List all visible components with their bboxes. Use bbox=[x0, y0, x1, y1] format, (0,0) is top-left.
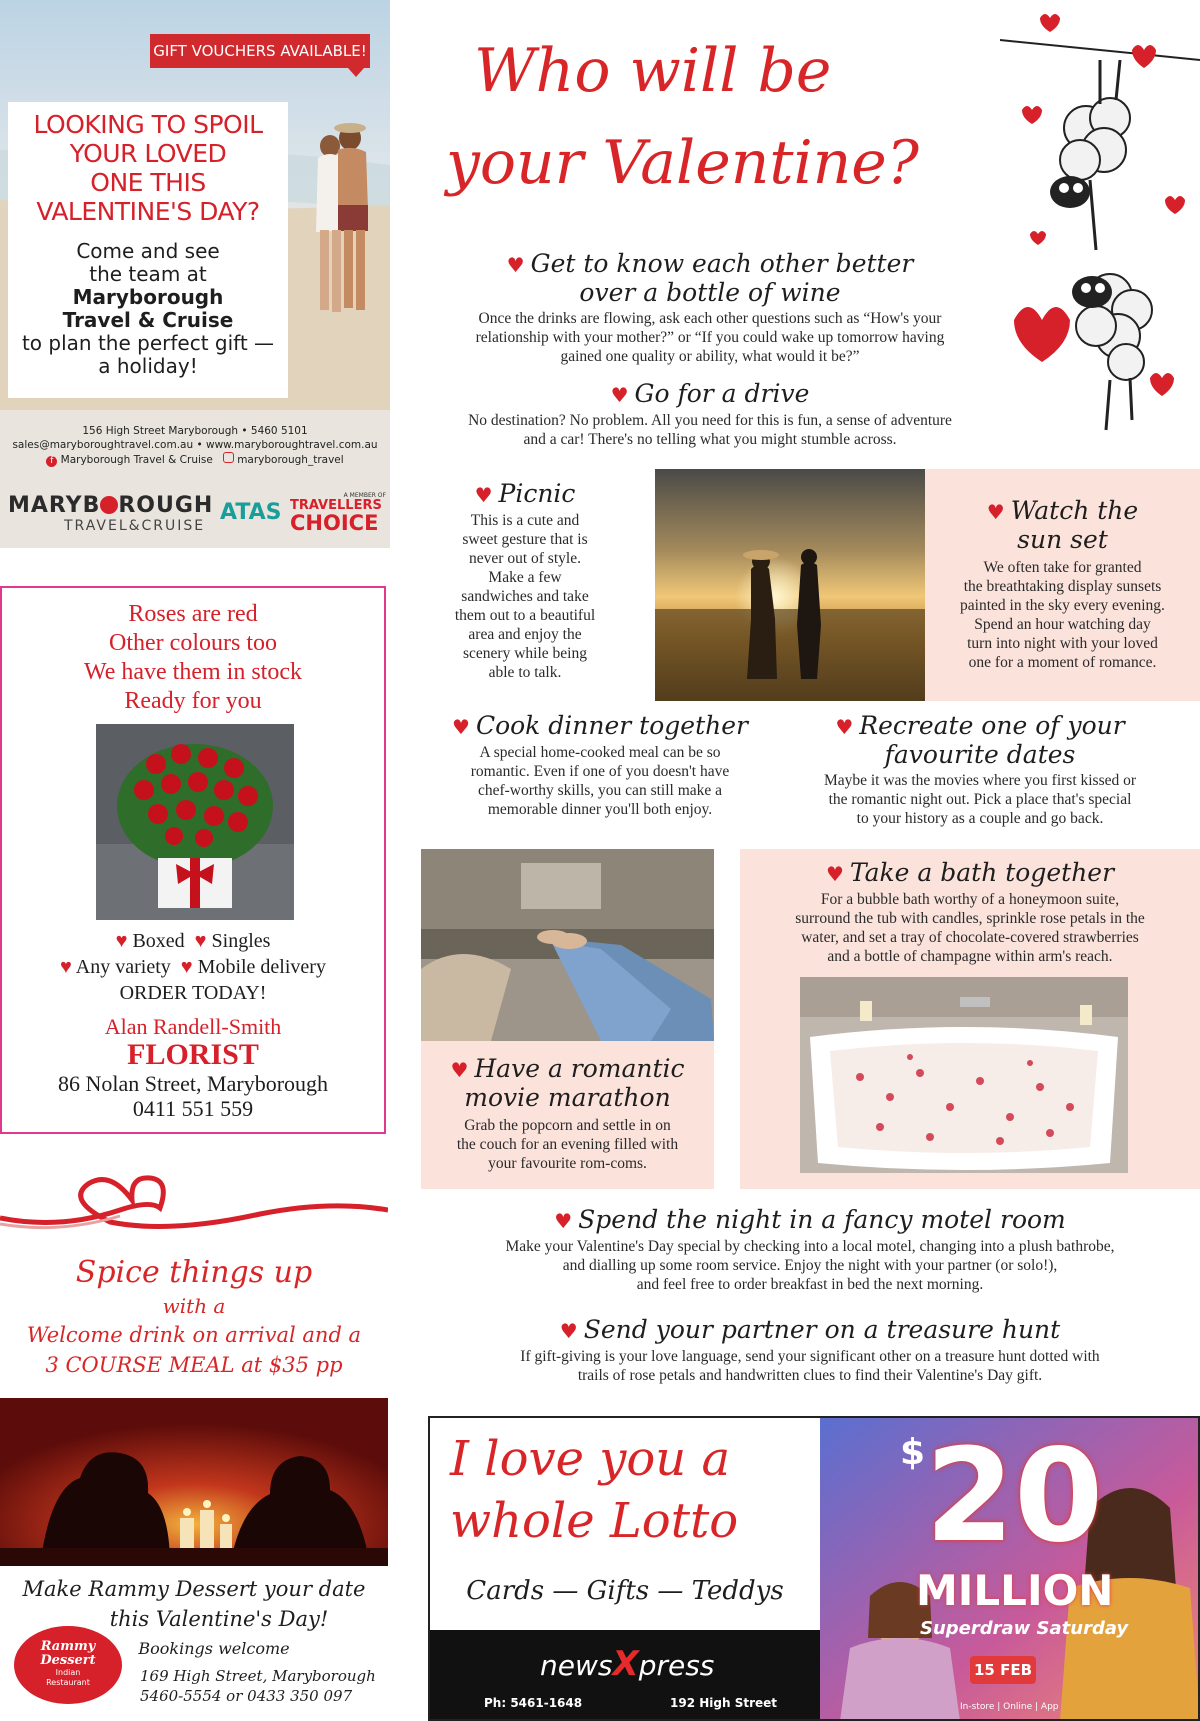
item-body-line: Once the drinks are flowing, ask each other questions such as “How's your bbox=[478, 310, 942, 327]
item-body-line: the breathtaking display sunsets bbox=[963, 578, 1162, 595]
item-body bbox=[420, 743, 780, 819]
item-title-line: sun set bbox=[1017, 525, 1108, 554]
heart-icon: ♥ bbox=[825, 862, 844, 886]
travel-ad bbox=[0, 0, 390, 548]
lotto-tagline: Cards — Gifts — Teddys bbox=[466, 1576, 784, 1606]
item-body-line: and dialling up some room service. Enjoy the night with your partner (or solo!), bbox=[562, 1257, 1058, 1274]
item-body-line: chef-worthy skills, you can still make a bbox=[477, 782, 723, 799]
option-singles: Singles bbox=[211, 930, 271, 952]
jackpot-currency: $ bbox=[900, 1432, 926, 1473]
restaurant-contact bbox=[140, 1666, 380, 1706]
gift-voucher-banner bbox=[150, 34, 370, 68]
item-body-line: and a bottle of champagne within arm's reach. bbox=[827, 948, 1113, 965]
option-mobile-delivery: Mobile delivery bbox=[197, 956, 326, 978]
item-body-line: able to talk. bbox=[488, 664, 562, 681]
heart-icon: ♥ bbox=[474, 483, 493, 507]
logo-text-a: MARYB bbox=[8, 493, 101, 518]
item-body-line: trails of rose petals and handwritten clues to find their Valentine's Day gift. bbox=[577, 1367, 1043, 1384]
heart-icon: ♥ bbox=[506, 253, 525, 277]
jackpot-unit: MILLION bbox=[916, 1566, 1114, 1615]
travel-headline-line: YOUR LOVED bbox=[69, 139, 227, 168]
item-body-line: the romantic night out. Pick a place that's special bbox=[828, 791, 1132, 808]
newsxpress-address: 192 High Street bbox=[670, 1696, 778, 1710]
travel-address: 156 High Street Maryborough • 5460 5101 bbox=[82, 425, 308, 437]
restaurant-head1: Spice things up bbox=[75, 1255, 313, 1290]
item-body bbox=[430, 511, 620, 682]
item-body-line: one for a moment of romance. bbox=[968, 654, 1157, 671]
item-body-line: Maybe it was the movies where you first kissed or bbox=[823, 772, 1137, 789]
item-title-line: Watch the bbox=[1010, 496, 1139, 525]
restaurant-headline bbox=[0, 1254, 388, 1380]
lotto-head2: whole Lotto bbox=[450, 1493, 739, 1549]
option-any-variety: Any variety bbox=[75, 956, 171, 978]
item-title-line: Spend the night in a fancy motel room bbox=[578, 1205, 1066, 1234]
item-title-line: Go for a drive bbox=[634, 379, 810, 408]
item-body bbox=[421, 1116, 714, 1173]
ribbon-hearts-icon bbox=[0, 1170, 388, 1240]
travel-body-line: Come and see bbox=[76, 239, 220, 263]
item-bath-together bbox=[740, 849, 1200, 1189]
item-body-line: and a car! There's no telling what you might stumble across. bbox=[523, 431, 897, 448]
item-title-line: Get to know each other better bbox=[530, 249, 914, 278]
item-body-line: to your history as a couple and go back. bbox=[856, 810, 1104, 827]
florist-ad bbox=[0, 586, 386, 1134]
heart-icon: ♥ bbox=[559, 1319, 578, 1343]
roses-photo bbox=[96, 724, 294, 920]
item-title bbox=[420, 712, 780, 741]
option-boxed: Boxed bbox=[132, 930, 185, 952]
item-title bbox=[420, 1206, 1200, 1235]
travel-headline-line: ONE THIS bbox=[90, 168, 206, 197]
restaurant-cta1: Make Rammy Dessert your date bbox=[22, 1577, 366, 1601]
florist-phone[interactable]: 0411 551 559 bbox=[132, 1096, 254, 1121]
heart-icon: ♥ bbox=[180, 956, 193, 978]
item-title bbox=[421, 1055, 714, 1112]
poem-line: Ready for you bbox=[124, 688, 262, 714]
logo-text-b: ROUGH bbox=[118, 493, 214, 518]
travel-company-line: Maryborough bbox=[72, 285, 224, 309]
lotto-headline bbox=[430, 1428, 820, 1552]
restaurant-bookings: Bookings welcome bbox=[138, 1639, 290, 1658]
travellers-choice-logo bbox=[290, 492, 386, 533]
florist-address: 86 Nolan Street, Maryborough bbox=[57, 1071, 329, 1096]
item-body-line: area and enjoy the bbox=[468, 626, 582, 643]
item-picnic bbox=[430, 480, 620, 682]
poem-line: Roses are red bbox=[128, 601, 258, 627]
item-body-line: your favourite rom-coms. bbox=[488, 1155, 647, 1172]
heart-icon: ♥ bbox=[450, 1058, 469, 1082]
item-movie-marathon bbox=[421, 1041, 714, 1189]
item-body-line: scenery while being bbox=[463, 645, 587, 662]
logo-line2: Dessert bbox=[40, 1653, 96, 1668]
item-title bbox=[420, 250, 1000, 307]
item-title bbox=[740, 859, 1200, 888]
heart-icon: ♥ bbox=[115, 930, 128, 952]
item-get-to-know bbox=[420, 250, 1000, 366]
item-cook-dinner bbox=[420, 712, 780, 819]
instagram-handle[interactable]: maryborough_travel bbox=[237, 454, 344, 466]
logo-subtext: TRAVEL&CRUISE bbox=[64, 518, 206, 534]
heart-icon: ♥ bbox=[60, 956, 72, 978]
restaurant-cta2: this Valentine's Day! bbox=[109, 1607, 329, 1631]
item-body-line: Grab the popcorn and settle in on bbox=[464, 1117, 671, 1134]
lotto-promo bbox=[820, 1418, 1200, 1721]
florist-options bbox=[2, 928, 384, 1121]
logo-line1: Rammy bbox=[40, 1639, 96, 1654]
travel-body-line: the team at bbox=[89, 262, 207, 286]
atas-logo bbox=[220, 500, 282, 525]
jackpot-amount: 20 bbox=[925, 1422, 1104, 1571]
poem-line: Other colours too bbox=[109, 630, 277, 656]
options-row bbox=[2, 928, 384, 954]
sheep-illustration bbox=[1000, 0, 1200, 450]
item-body-line: Make a few bbox=[488, 569, 562, 586]
florist-name: Alan Randell-Smith bbox=[104, 1014, 282, 1039]
restaurant-head3: Welcome drink on arrival and a bbox=[26, 1323, 362, 1347]
travel-tail-line: a holiday! bbox=[98, 354, 198, 378]
feature-title-line1: Who will be bbox=[474, 36, 832, 106]
heart-icon: ♥ bbox=[194, 930, 207, 952]
item-title-line: movie marathon bbox=[464, 1083, 671, 1112]
jackpot bbox=[900, 1422, 1104, 1571]
lotto-head1: I love you a bbox=[450, 1431, 731, 1487]
item-title bbox=[410, 380, 1010, 409]
item-body-line: For a bubble bath worthy of a honeymoon suite, bbox=[820, 891, 1120, 908]
logo-x: X bbox=[612, 1644, 639, 1684]
item-motel bbox=[420, 1206, 1200, 1294]
restaurant-ad bbox=[0, 1170, 388, 1721]
item-watch-sunset bbox=[925, 469, 1200, 701]
bathtub-photo bbox=[800, 977, 1128, 1173]
feature-title-line2: your Valentine? bbox=[446, 128, 919, 198]
item-title-line: over a bottle of wine bbox=[579, 278, 841, 307]
rammy-logo bbox=[14, 1626, 122, 1704]
item-title-line: Recreate one of your bbox=[859, 711, 1125, 740]
item-body bbox=[925, 558, 1200, 672]
travel-text-panel bbox=[8, 102, 288, 398]
facebook-handle[interactable]: Maryborough Travel & Cruise bbox=[60, 454, 213, 466]
restaurant-address: 169 High Street, Maryborough bbox=[140, 1667, 376, 1685]
logo-line3: Indian bbox=[55, 1668, 81, 1677]
instagram-icon bbox=[223, 452, 234, 463]
tc-line2: CHOICE bbox=[290, 511, 379, 535]
item-body-line: them out to a beautiful bbox=[454, 607, 596, 624]
florist-title: FLORIST bbox=[127, 1038, 259, 1071]
item-title-line: Take a bath together bbox=[849, 858, 1115, 887]
item-title-line: Cook dinner together bbox=[475, 711, 748, 740]
newsxpress-logo bbox=[540, 1644, 714, 1684]
travel-tail-line: to plan the perfect gift — bbox=[21, 331, 275, 355]
poem-line: We have them in stock bbox=[83, 659, 302, 685]
heart-icon: ♥ bbox=[452, 715, 470, 739]
item-body bbox=[740, 890, 1200, 966]
item-body-line: This is a cute and bbox=[470, 512, 580, 529]
voucher-banner-tail bbox=[348, 68, 364, 77]
options-row bbox=[2, 954, 384, 980]
item-body-line: turn into night with your loved bbox=[967, 635, 1158, 652]
newsxpress-ad bbox=[428, 1416, 1200, 1721]
heart-icon: ♥ bbox=[554, 1209, 573, 1233]
travel-social bbox=[0, 452, 390, 467]
item-body bbox=[420, 1237, 1200, 1294]
restaurant-head4: 3 COURSE MEAL at $35 pp bbox=[45, 1353, 343, 1377]
item-title-line: Picnic bbox=[498, 479, 576, 508]
item-body-line: the couch for an evening filled with bbox=[456, 1136, 679, 1153]
item-title bbox=[420, 1316, 1200, 1345]
logo-line4: Restaurant bbox=[46, 1678, 90, 1687]
item-body-line: surround the tub with candles, sprinkle rose petals in the bbox=[795, 910, 1145, 927]
tc-member-text: A MEMBER OF bbox=[343, 492, 386, 499]
item-body-line: painted in the sky every evening. bbox=[960, 597, 1165, 614]
travel-headline-line: VALENTINE'S DAY? bbox=[36, 197, 260, 226]
feature-title bbox=[410, 20, 1010, 240]
item-body-line: romantic. Even if one of you doesn't have bbox=[470, 763, 730, 780]
newsxpress-phone[interactable]: Ph: 5461-1648 bbox=[484, 1696, 583, 1710]
draw-name: Superdraw Saturday bbox=[920, 1618, 1129, 1639]
travel-email-web: sales@maryboroughtravel.com.au • www.maryboroughtravel.com.au bbox=[12, 439, 378, 451]
travel-headline bbox=[8, 110, 288, 226]
facebook-icon: f bbox=[46, 456, 57, 467]
candle-dinner-photo bbox=[0, 1398, 388, 1566]
newsxpress-footer bbox=[430, 1630, 820, 1721]
item-title bbox=[430, 480, 620, 509]
tc-line1: TRAVELLERS bbox=[290, 498, 382, 513]
logo-press: press bbox=[638, 1649, 715, 1682]
heart-icon: ♥ bbox=[986, 500, 1005, 524]
item-title bbox=[790, 712, 1170, 769]
travel-company-line: Travel & Cruise bbox=[62, 308, 234, 332]
travel-contact bbox=[0, 424, 390, 467]
travel-body bbox=[8, 240, 288, 378]
item-body-line: gained one quality or ability, what would it be?” bbox=[560, 348, 860, 365]
item-body-line: Spend an hour watching day bbox=[974, 616, 1151, 633]
item-title-line: Have a romantic bbox=[474, 1054, 685, 1083]
florist-poem bbox=[2, 600, 384, 716]
item-treasure-hunt bbox=[420, 1316, 1200, 1385]
draw-date: 15 FEB bbox=[970, 1656, 1036, 1684]
item-body-line: No destination? No problem. All you need for this is fun, a sense of adventure bbox=[468, 412, 952, 429]
item-body bbox=[420, 1347, 1200, 1385]
item-body-line: We often take for granted bbox=[983, 559, 1142, 576]
item-body-line: relationship with your mother?” or “If you could wake up tomorrow having bbox=[475, 329, 945, 346]
item-body-line: and feel free to order breakfast in bed the next morning. bbox=[636, 1276, 984, 1293]
movie-couch-photo bbox=[421, 849, 714, 1041]
item-go-for-drive bbox=[410, 380, 1010, 449]
atas-text: ATAS bbox=[220, 500, 282, 525]
item-body-line: A special home-cooked meal can be so bbox=[479, 744, 721, 761]
florist-order: ORDER TODAY! bbox=[119, 982, 267, 1004]
item-body bbox=[790, 771, 1170, 828]
item-title bbox=[925, 497, 1200, 554]
item-recreate-dates bbox=[790, 712, 1170, 828]
item-body-line: sandwiches and take bbox=[461, 588, 589, 605]
heart-icon: ♥ bbox=[835, 715, 854, 739]
item-body-line: sweet gesture that is bbox=[462, 531, 588, 548]
restaurant-head2: with a bbox=[162, 1294, 226, 1318]
item-body-line: never out of style. bbox=[469, 550, 581, 567]
sunset-photo bbox=[655, 469, 925, 701]
item-title-line: favourite dates bbox=[884, 740, 1076, 769]
travel-headline-line: LOOKING TO SPOIL bbox=[33, 110, 263, 139]
item-body bbox=[420, 309, 1000, 366]
draw-channels: In-store | Online | App bbox=[960, 1702, 1059, 1712]
globe-icon bbox=[100, 496, 118, 514]
maryborough-logo bbox=[8, 493, 214, 534]
heart-icon: ♥ bbox=[610, 383, 629, 407]
item-title-line: Send your partner on a treasure hunt bbox=[583, 1315, 1061, 1344]
item-body-line: water, and set a tray of chocolate-covered strawberries bbox=[801, 929, 1139, 946]
item-body-line: Make your Valentine's Day special by checking into a local motel, changing into a plush bathrobe, bbox=[505, 1238, 1115, 1255]
restaurant-phones[interactable]: 5460-5554 or 0433 350 097 bbox=[140, 1687, 353, 1705]
item-body-line: If gift-giving is your love language, send your significant other on a treasure hunt dotted with bbox=[520, 1348, 1100, 1365]
logo-news: news bbox=[540, 1649, 613, 1682]
item-body-line: memorable dinner you'll both enjoy. bbox=[487, 801, 713, 818]
voucher-banner-text: GIFT VOUCHERS AVAILABLE! bbox=[153, 42, 367, 60]
item-body bbox=[410, 411, 1010, 449]
